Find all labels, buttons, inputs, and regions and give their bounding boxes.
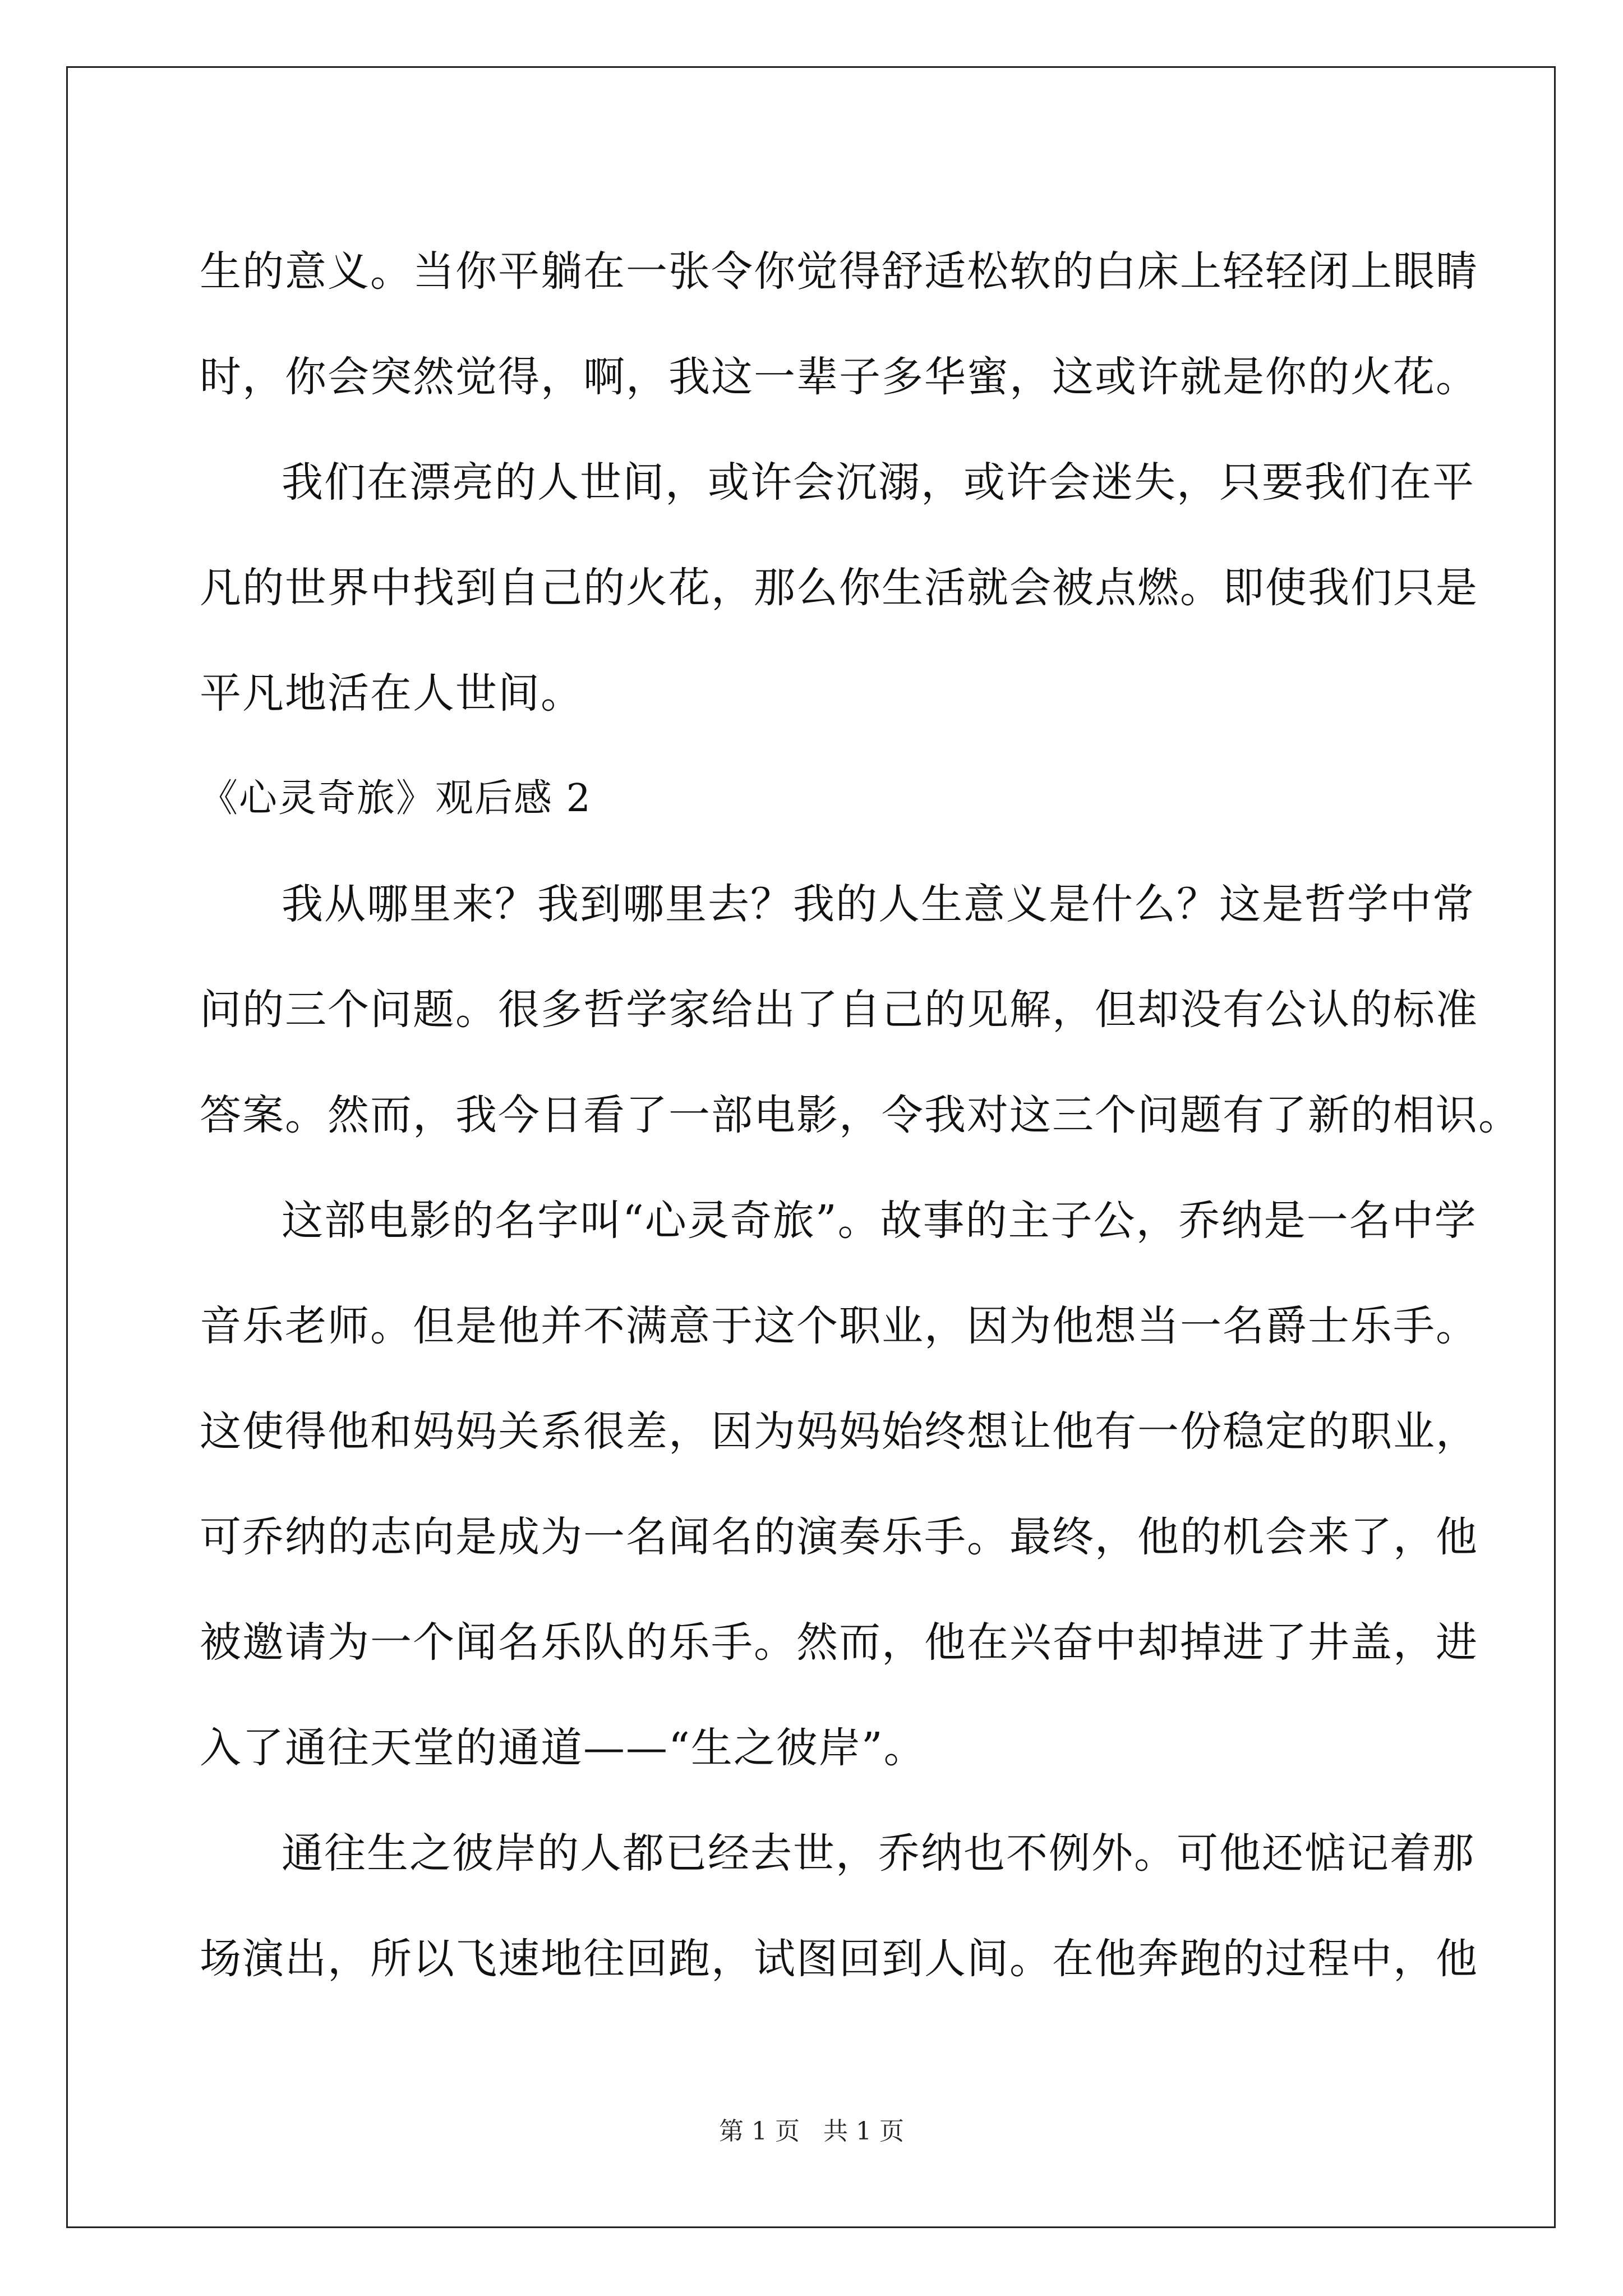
page-number: 第 1 页	[719, 2117, 800, 2146]
text-line-11: 音乐老师。但是他并不满意于这个职业，因为他想当一名爵士乐手。	[200, 1302, 1478, 1350]
text-line-9: 答案。然而，我今日看了一部电影，令我对这三个问题有了新的相识。	[200, 1091, 1521, 1139]
text-line-17: 场演出，所以飞速地往回跑，试图回到人间。在他奔跑的过程中，他	[200, 1935, 1478, 1983]
text-line-16: 通往生之彼岸的人都已经去世，乔纳也不例外。可他还惦记着那	[282, 1829, 1475, 1878]
section-heading: 《心灵奇旅》观后感 2	[200, 776, 592, 821]
text-line-5: 平凡地活在人世间。	[200, 669, 583, 717]
text-line-7: 我从哪里来？我到哪里去？我的人生意义是什么？这是哲学中常	[282, 880, 1475, 928]
text-line-13: 可乔纳的志向是成为一名闻名的演奏乐手。最终，他的机会来了，他	[200, 1513, 1478, 1561]
page-footer	[0, 2115, 1623, 2148]
text-line-15: 入了通往天堂的通道——“生之彼岸”。	[200, 1724, 926, 1772]
text-line-4: 凡的世界中找到自己的火花，那么你生活就会被点燃。即使我们只是	[200, 564, 1478, 612]
page-total: 共 1 页	[823, 2117, 904, 2146]
text-line-3: 我们在漂亮的人世间，或许会沉溺，或许会迷失，只要我们在平	[282, 458, 1475, 507]
text-line-10: 这部电影的名字叫“心灵奇旅”。故事的主子公，乔纳是一名中学	[282, 1197, 1477, 1245]
text-line-12: 这使得他和妈妈关系很差，因为妈妈始终想让他有一份稳定的职业，	[200, 1407, 1478, 1456]
text-line-2: 时，你会突然觉得，啊，我这一辈子多华蜜，这或许就是你的火花。	[200, 353, 1478, 401]
text-line-14: 被邀请为一个闻名乐队的乐手。然而，他在兴奋中却掉进了井盖，进	[200, 1618, 1478, 1667]
text-line-8: 问的三个问题。很多哲学家给出了自己的见解，但却没有公认的标准	[200, 986, 1478, 1034]
document-body	[200, 219, 1521, 2012]
text-line-1: 生的意义。当你平躺在一张令你觉得舒适松软的白床上轻轻闭上眼睛	[200, 247, 1478, 296]
